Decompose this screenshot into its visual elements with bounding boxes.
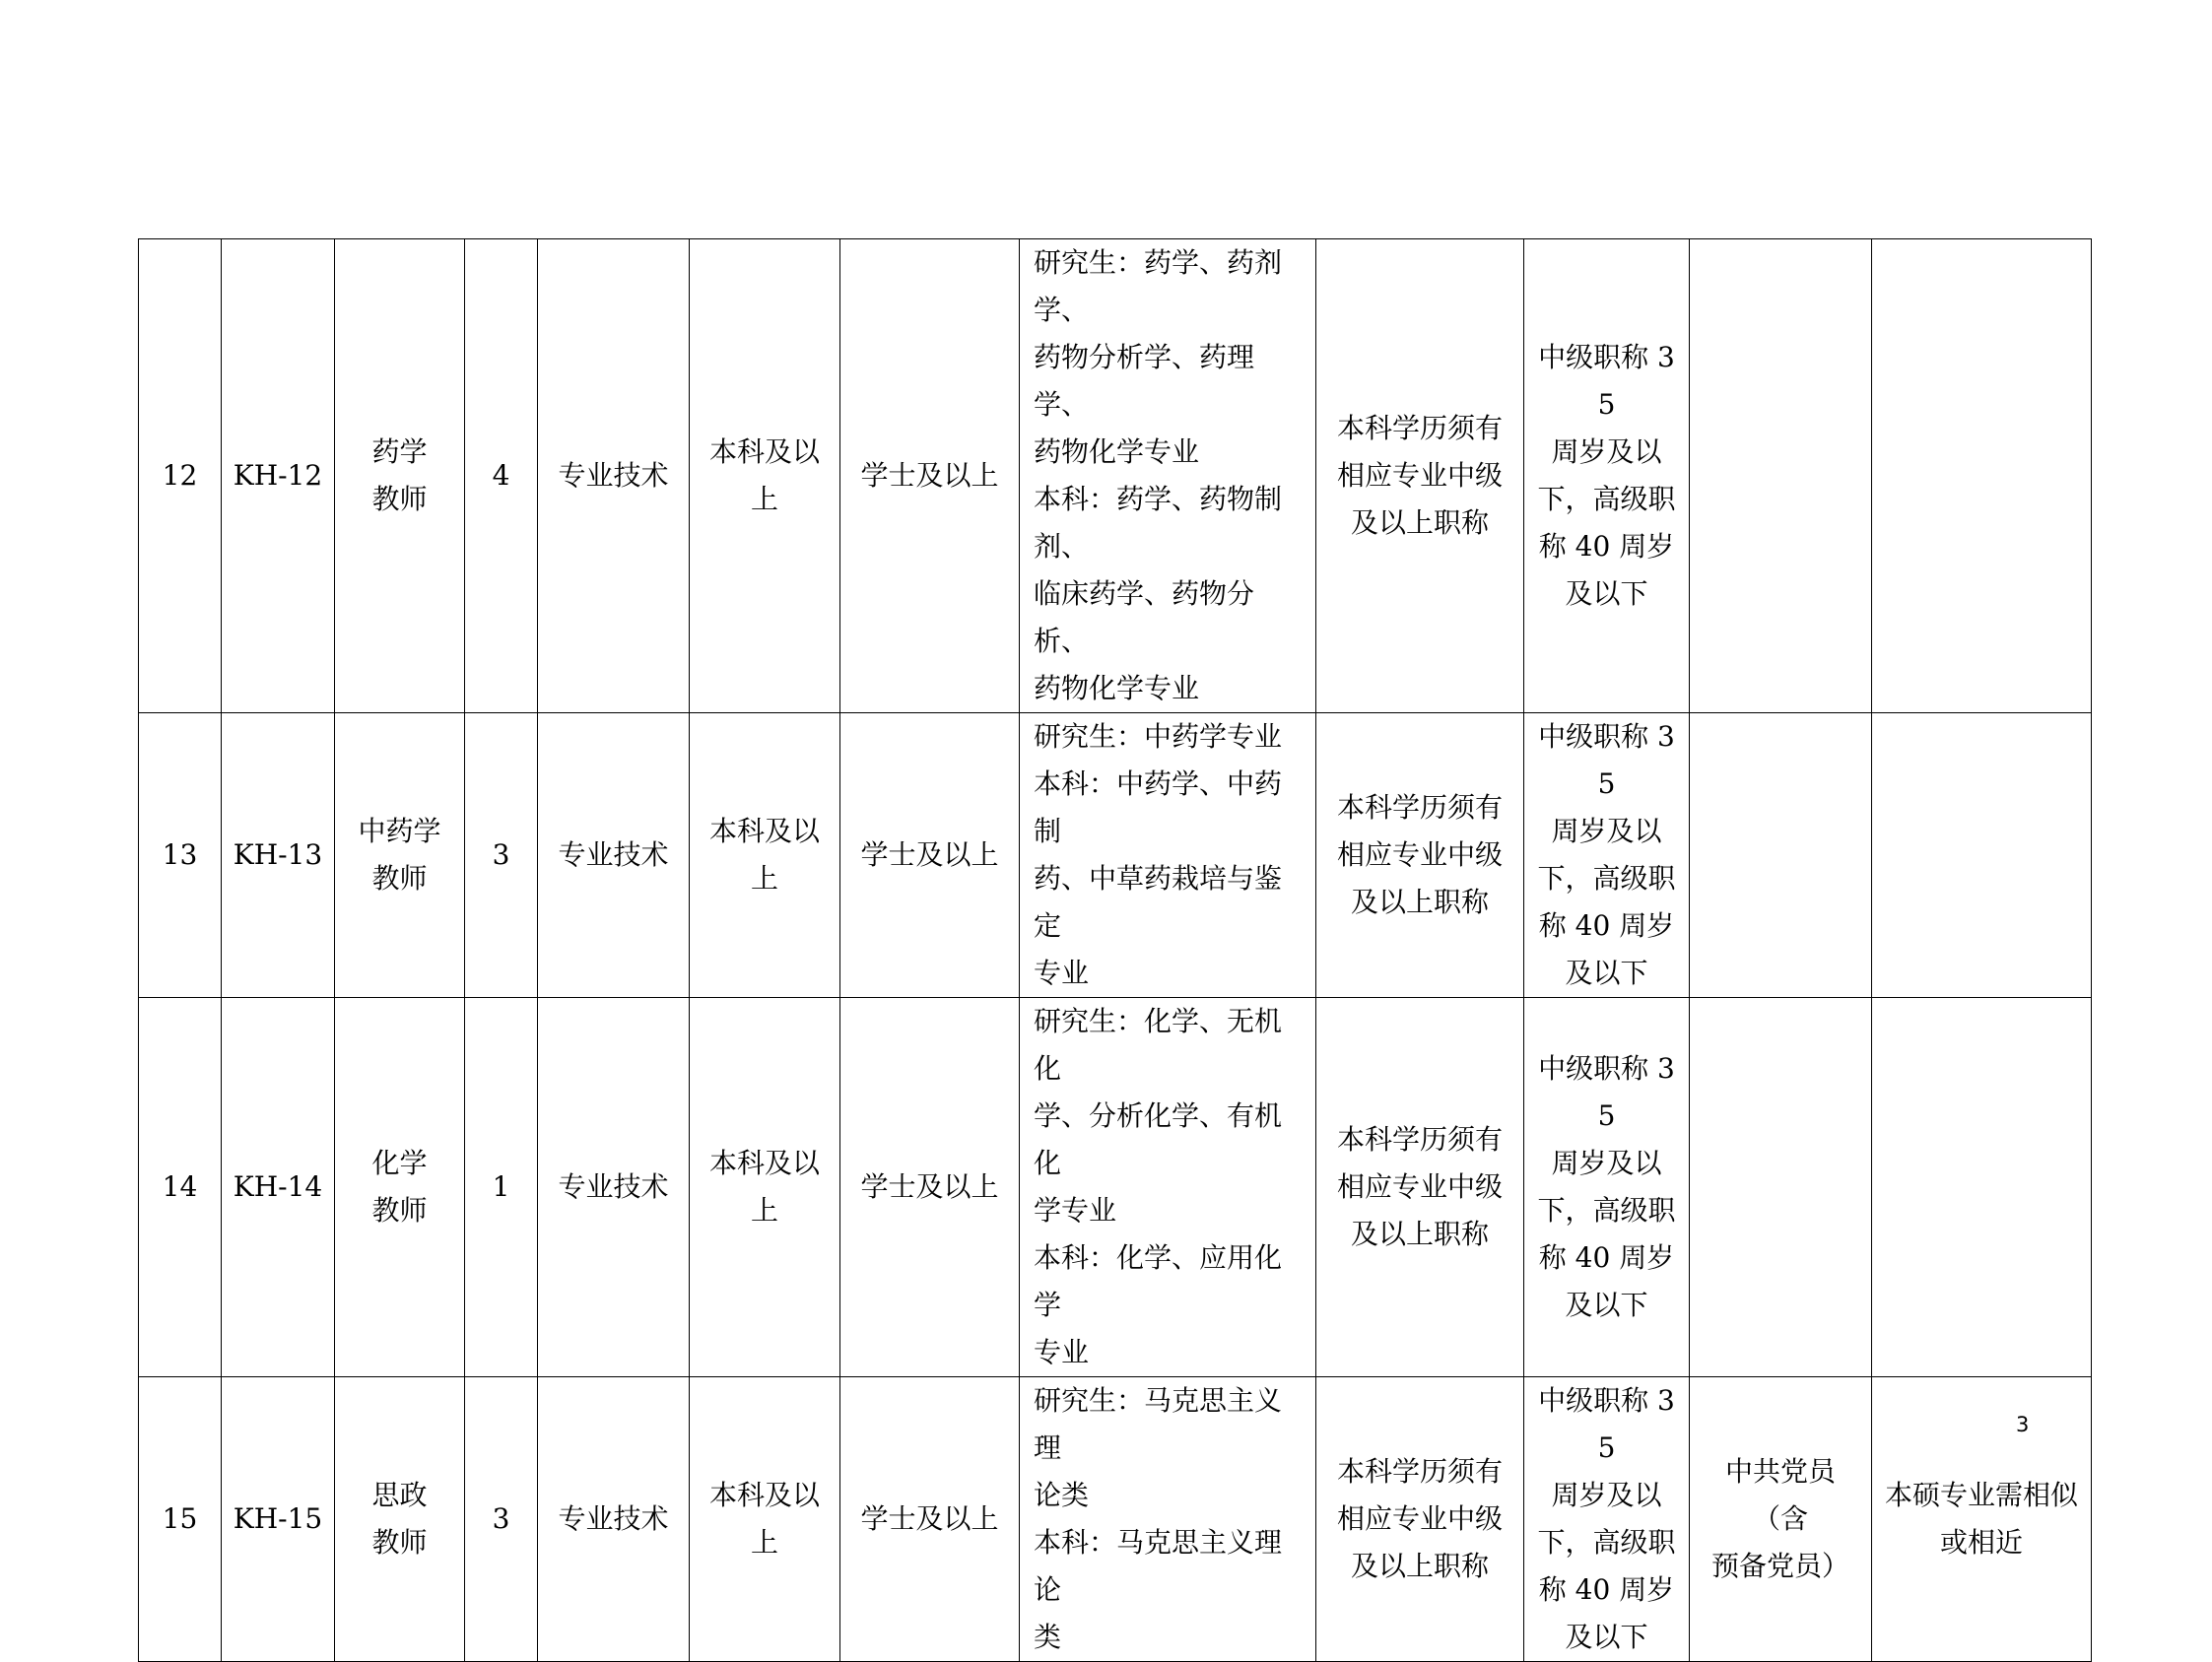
notes-cell <box>1872 713 2092 998</box>
position-category-cell: 专业技术 <box>538 998 690 1377</box>
position-name-cell: 中药学 教师 <box>335 713 465 998</box>
table-row <box>139 998 2092 1377</box>
row-index-cell: 14 <box>139 998 222 1377</box>
major-requirement-cell: 研究生：药学、药剂学、 药物分析学、药理学、 药物化学专业 本科：药学、药物制剂、 临床药学、药物分析、 药物化学专业 <box>1020 239 1316 713</box>
education-cell: 本科及以 上 <box>690 239 840 713</box>
title-requirement-cell: 本科学历须有 相应专业中级 及以上职称 <box>1316 713 1524 998</box>
position-code-cell: KH-13 <box>222 713 335 998</box>
degree-cell: 学士及以上 <box>840 1377 1020 1662</box>
age-requirement-cell: 中级职称 35 周岁及以 下，高级职 称 40 周岁 及以下 <box>1524 713 1690 998</box>
title-requirement-cell: 本科学历须有 相应专业中级 及以上职称 <box>1316 1377 1524 1662</box>
table-row <box>139 713 2092 998</box>
position-name-cell: 化学 教师 <box>335 998 465 1377</box>
title-requirement-cell: 本科学历须有 相应专业中级 及以上职称 <box>1316 239 1524 713</box>
page-number: 3 <box>2016 1413 2030 1436</box>
hiring-count-cell: 3 <box>465 1377 538 1662</box>
row-index-cell: 13 <box>139 713 222 998</box>
position-code-cell: KH-14 <box>222 998 335 1377</box>
education-cell: 本科及以 上 <box>690 998 840 1377</box>
age-requirement-cell: 中级职称 35 周岁及以 下，高级职 称 40 周岁 及以下 <box>1524 239 1690 713</box>
political-status-cell <box>1690 998 1872 1377</box>
row-index-cell: 12 <box>139 239 222 713</box>
degree-cell: 学士及以上 <box>840 998 1020 1377</box>
political-status-cell: 中共党员（含 预备党员） <box>1690 1377 1872 1662</box>
major-requirement-cell: 研究生：中药学专业 本科：中药学、中药制 药、中草药栽培与鉴定 专业 <box>1020 713 1316 998</box>
notes-cell: 本硕专业需相似 或相近 <box>1872 1377 2092 1662</box>
education-cell: 本科及以 上 <box>690 713 840 998</box>
notes-cell <box>1872 239 2092 713</box>
age-requirement-cell: 中级职称 35 周岁及以 下，高级职 称 40 周岁 及以下 <box>1524 1377 1690 1662</box>
position-code-cell: KH-15 <box>222 1377 335 1662</box>
age-requirement-cell: 中级职称 35 周岁及以 下，高级职 称 40 周岁 及以下 <box>1524 998 1690 1377</box>
position-name-cell: 思政 教师 <box>335 1377 465 1662</box>
notes-cell <box>1872 998 2092 1377</box>
position-code-cell: KH-12 <box>222 239 335 713</box>
major-requirement-cell: 研究生：马克思主义理 论类 本科：马克思主义理论 类 <box>1020 1377 1316 1662</box>
major-requirement-cell: 研究生：化学、无机化 学、分析化学、有机化 学专业 本科：化学、应用化学 专业 <box>1020 998 1316 1377</box>
position-name-cell: 药学 教师 <box>335 239 465 713</box>
position-category-cell: 专业技术 <box>538 713 690 998</box>
position-category-cell: 专业技术 <box>538 239 690 713</box>
education-cell: 本科及以 上 <box>690 1377 840 1662</box>
hiring-count-cell: 1 <box>465 998 538 1377</box>
political-status-cell <box>1690 713 1872 998</box>
recruitment-table <box>138 238 2092 1662</box>
table-row <box>139 239 2092 713</box>
degree-cell: 学士及以上 <box>840 713 1020 998</box>
row-index-cell: 15 <box>139 1377 222 1662</box>
title-requirement-cell: 本科学历须有 相应专业中级 及以上职称 <box>1316 998 1524 1377</box>
hiring-count-cell: 4 <box>465 239 538 713</box>
political-status-cell <box>1690 239 1872 713</box>
degree-cell: 学士及以上 <box>840 239 1020 713</box>
table-row <box>139 1377 2092 1662</box>
hiring-count-cell: 3 <box>465 713 538 998</box>
position-category-cell: 专业技术 <box>538 1377 690 1662</box>
